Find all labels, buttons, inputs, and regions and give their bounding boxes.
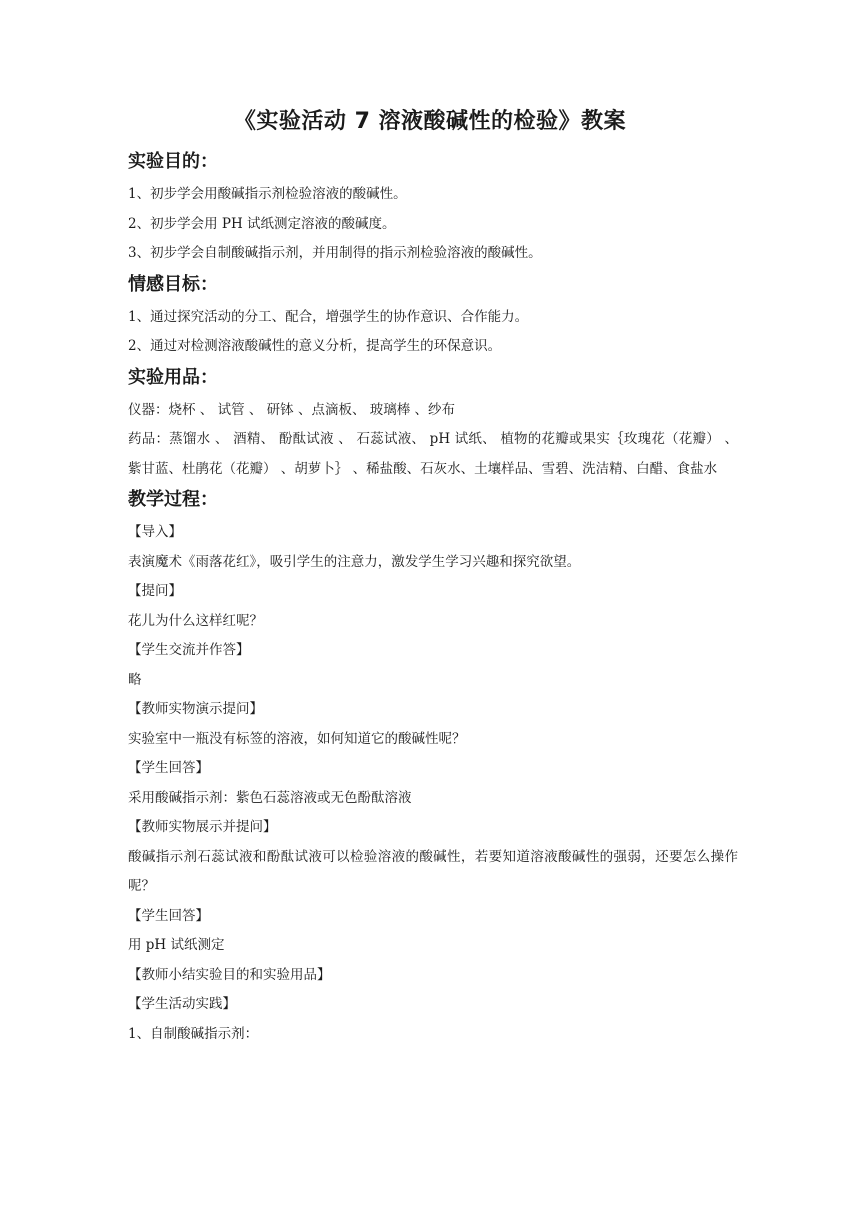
paragraph-line: 【导入】 xyxy=(128,524,182,540)
paragraph-line: 【学生回答】 xyxy=(128,907,209,924)
paragraph-line: 【学生活动实践】 xyxy=(128,996,236,1012)
paragraph-line: 1、自制酸碱指示剂： xyxy=(128,1025,259,1042)
paragraph-line: 用 pH 试纸测定 xyxy=(128,937,225,953)
paragraph-line: 实验室中一瓶没有标签的溶液，如何知道它的酸碱性呢？ xyxy=(128,730,466,747)
section-heading: 实验目的： xyxy=(128,151,218,172)
document-body xyxy=(128,148,738,1049)
paragraph-line: 药品：蒸馏水 、 酒精、 酚酞试液 、 石蕊试液、 pH 试纸、 植物的花瓣或果实｛玫瑰花（花瓣） 、紫甘蓝、杜鹃花（花瓣） 、胡萝卜｝ 、稀盐酸、石灰水、土壤样品、雪碧、洗洁精、白醋、食盐水 xyxy=(128,431,738,477)
paragraph-line: 采用酸碱指示剂：紫色石蕊溶液或无色酚酞溶液 xyxy=(128,789,412,806)
paragraph-line: 酸碱指示剂石蕊试液和酚酞试液可以检验溶液的酸碱性，若要知道溶液酸碱性的强弱，还要怎么操作呢？ xyxy=(128,848,738,894)
section-heading: 实验用品： xyxy=(128,366,218,388)
paragraph-line: 【教师实物展示并提问】 xyxy=(128,819,277,835)
section-heading: 情感目标： xyxy=(128,273,218,295)
paragraph-line: 花儿为什么这样红呢？ xyxy=(128,612,263,629)
section-emotional-goals xyxy=(128,271,738,362)
paragraph-line: 【教师实物演示提问】 xyxy=(128,701,263,717)
section-heading: 教学过程： xyxy=(128,489,218,510)
paragraph-line: 仪器：烧杯 、 试管 、 研钵 、点滴板、 玻璃棒 、纱布 xyxy=(128,401,456,418)
section-objectives xyxy=(128,148,738,269)
paragraph-line: 【学生交流并作答】 xyxy=(128,642,250,658)
paragraph-line: 【提问】 xyxy=(128,583,182,599)
paragraph-line: 【教师小结实验目的和实验用品】 xyxy=(128,966,331,983)
paragraph-line: 1、通过探究活动的分工、配合，增强学生的协作意识、合作能力。 xyxy=(128,308,529,325)
paragraph-line: 2、通过对检测溶液酸碱性的意义分析，提高学生的环保意识。 xyxy=(128,338,502,354)
paragraph-line: 略 xyxy=(128,671,142,688)
paragraph-line: 表演魔术《雨落花红》，吸引学生的注意力，激发学生学习兴趣和探究欲望。 xyxy=(128,553,581,570)
section-materials xyxy=(128,364,738,485)
paragraph-line: 【学生回答】 xyxy=(128,760,209,776)
paragraph-line: 3、初步学会自制酸碱指示剂，并用制得的指示剂检验溶液的酸碱性。 xyxy=(128,245,542,261)
paragraph-line: 2、初步学会用 PH 试纸测定溶液的酸碱度。 xyxy=(128,215,396,232)
paragraph-line: 1、初步学会用酸碱指示剂检验溶液的酸碱性。 xyxy=(128,186,407,202)
document-title: 《实验活动 7 溶液酸碱性的检验》教案 xyxy=(233,109,627,134)
section-teaching-process xyxy=(128,486,738,1049)
